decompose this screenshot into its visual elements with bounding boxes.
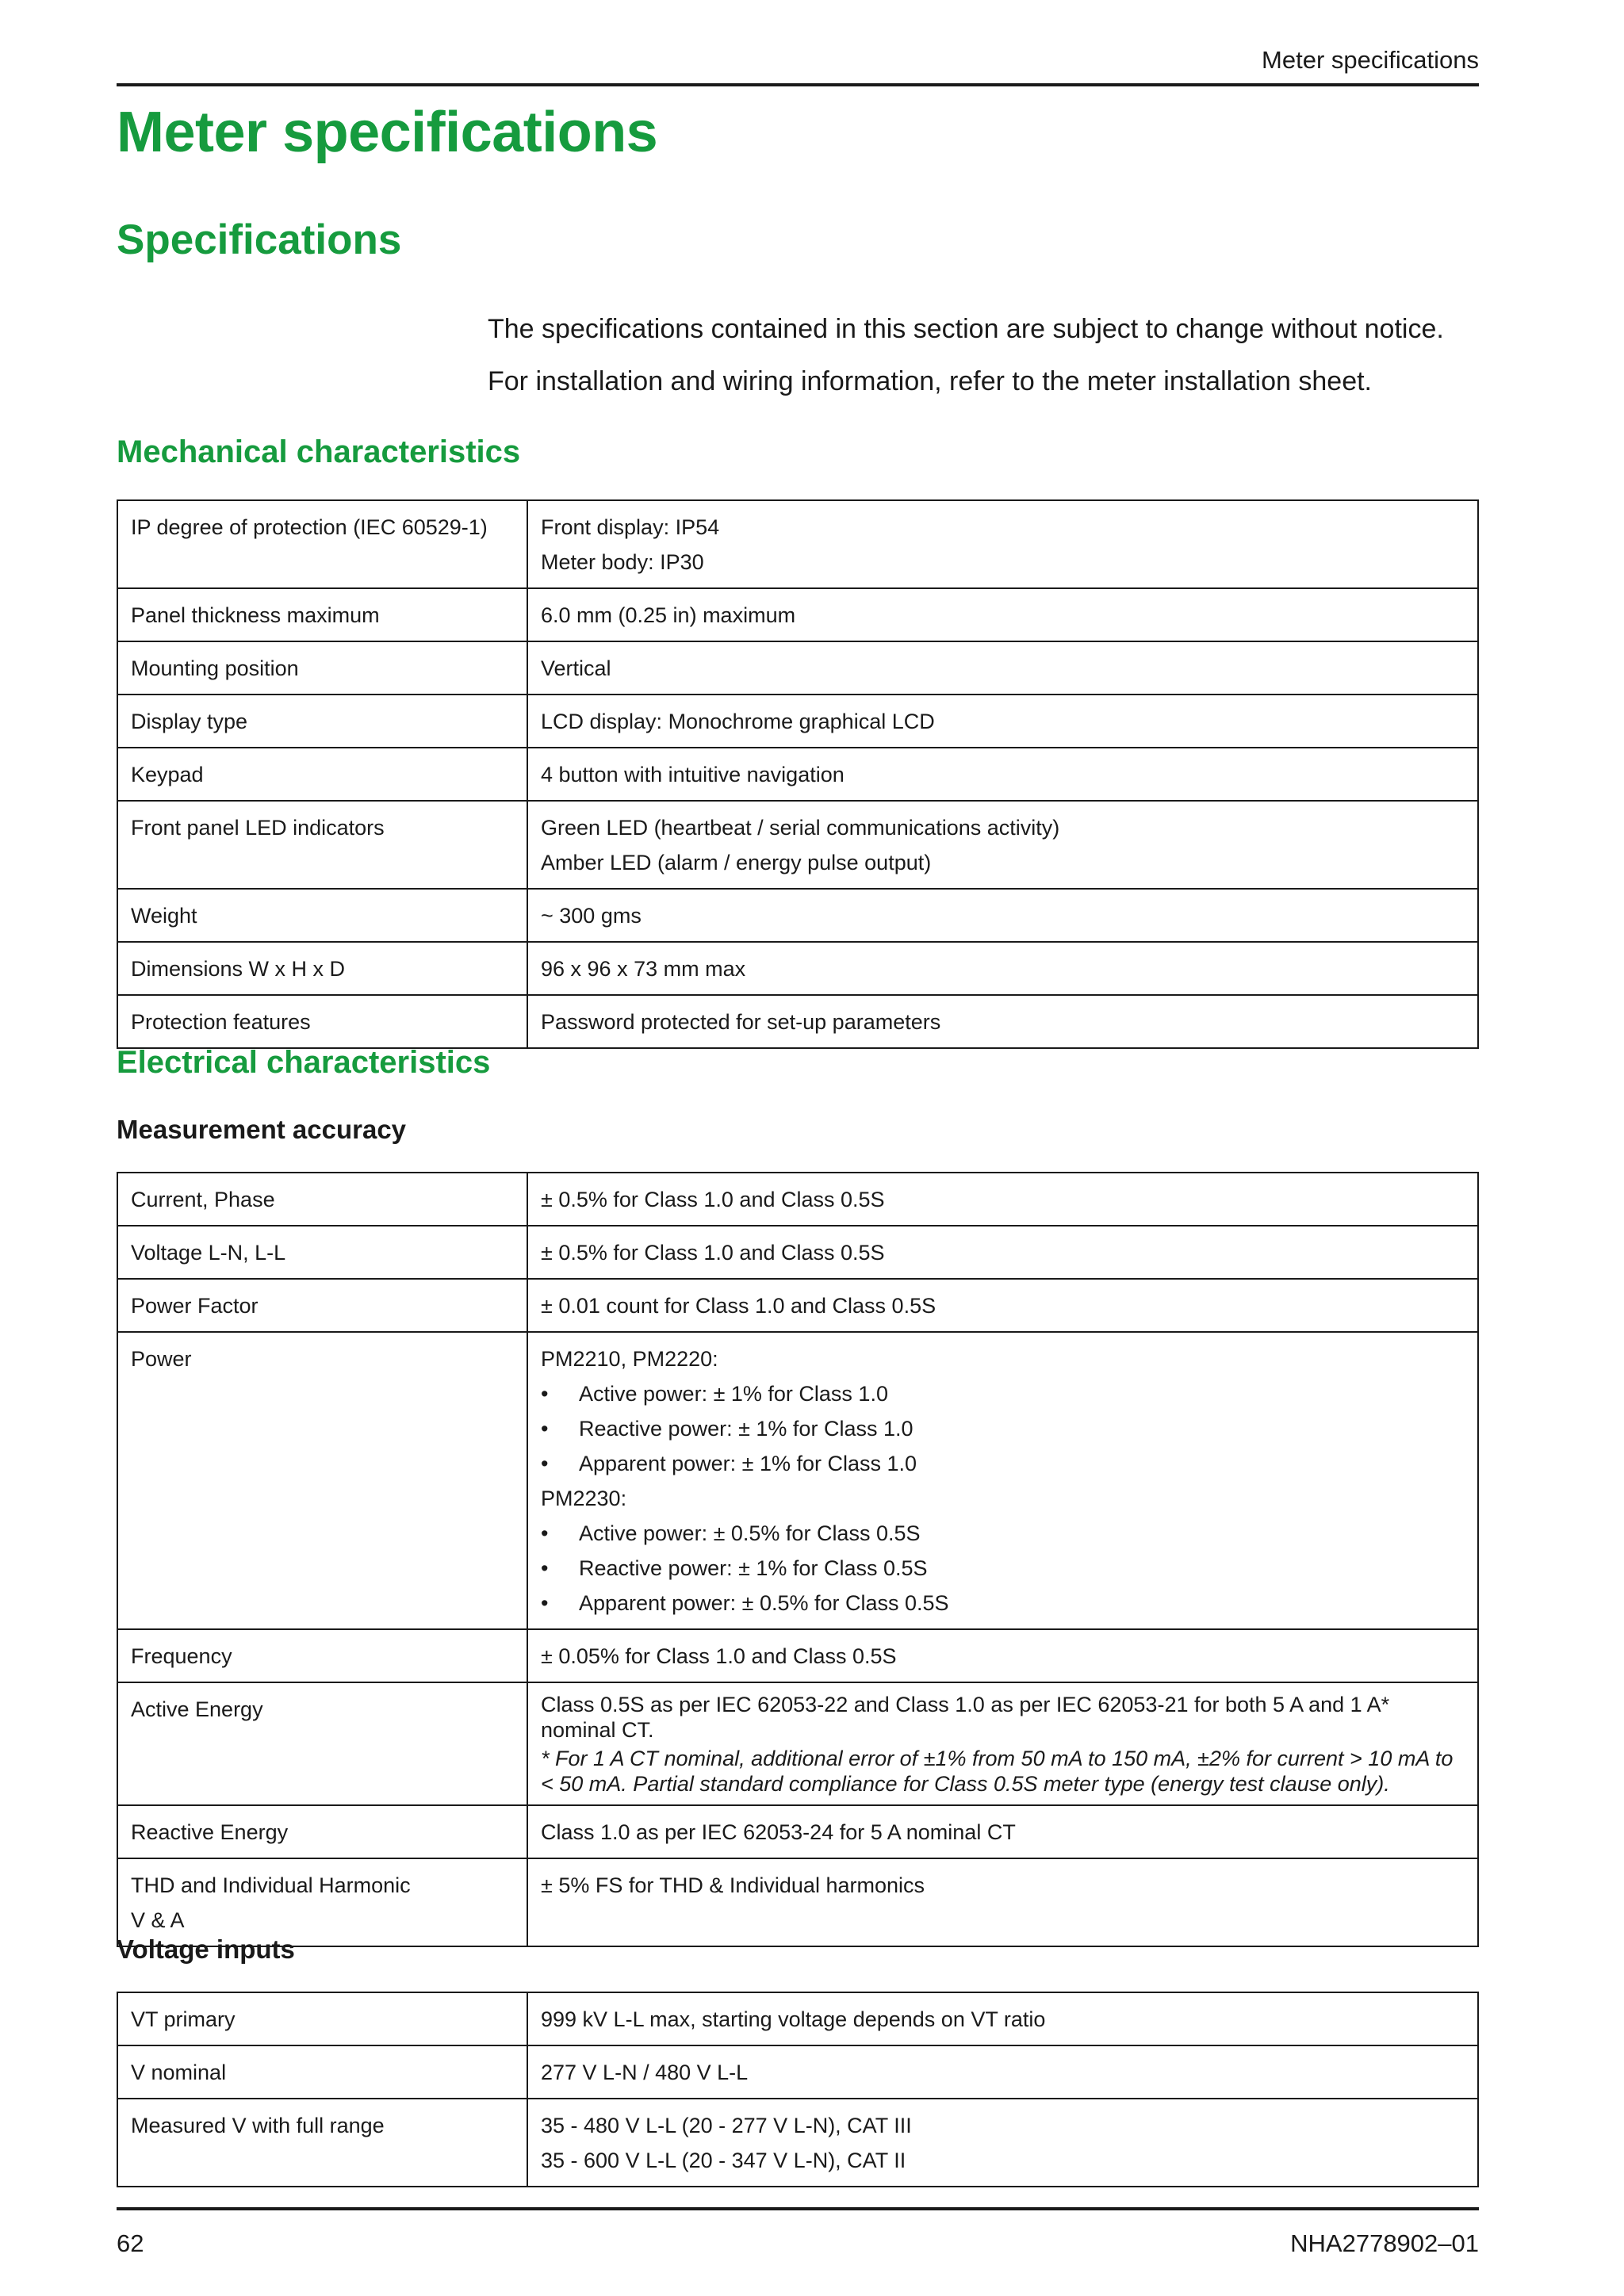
list-item: • Active power: ± 1% for Class 1.0 [541, 1376, 1465, 1411]
intro-line: The specifications contained in this section are subject to change without notice. [488, 314, 1444, 344]
spec-value-line: 4 button with intuitive navigation [541, 763, 845, 786]
spec-value-line: ~ 300 gms [541, 904, 642, 928]
spec-value-line: Vertical [541, 656, 611, 680]
intro-line: For installation and wiring information, refer to the meter installation sheet. [488, 366, 1372, 396]
table-row [117, 942, 1478, 995]
spec-value: ± 5% FS for THD & Individual harmonics [527, 1858, 1478, 1946]
list-item: • Active power: ± 0.5% for Class 0.5S [541, 1516, 1465, 1551]
spec-label: V nominal [117, 2045, 527, 2099]
active-energy-note: * For 1 A CT nominal, additional error of ±1% from 50 mA to 150 mA, ±2% for current > 10 mA to < 50 mA. Partial standard compliance for Class 0.5S meter type (energy test clause only). [541, 1747, 1454, 1796]
accuracy-heading: Measurement accuracy [117, 1115, 407, 1144]
table-row [117, 1173, 1478, 1226]
table-row [117, 500, 1478, 588]
spec-value [527, 2099, 1478, 2187]
spec-label: Protection features [117, 995, 527, 1048]
spec-value: 277 V L-N / 480 V L-L [527, 2045, 1478, 2099]
active-energy-text: Class 0.5S as per IEC 62053-22 and Class 1.0 as per IEC 62053-21 for both 5 A and 1 A* nominal CT. [541, 1693, 1390, 1742]
measured-v-line: 35 - 600 V L-L (20 - 347 V L-N), CAT II [541, 2149, 906, 2172]
spec-value: ± 0.01 count for Class 1.0 and Class 0.5S [527, 1279, 1478, 1332]
footer-rule [117, 2207, 1479, 2210]
power-group-label: PM2230: [541, 1487, 627, 1510]
spec-value: Class 1.0 as per IEC 62053-24 for 5 A nominal CT [527, 1805, 1478, 1858]
table-row [117, 1332, 1478, 1629]
spec-label: Frequency [117, 1629, 527, 1682]
spec-value [527, 748, 1478, 801]
spec-label: Power [117, 1332, 527, 1629]
spec-label: Power Factor [117, 1279, 527, 1332]
accuracy-table [117, 1172, 1479, 1947]
spec-value [527, 641, 1478, 695]
table-row [117, 995, 1478, 1048]
page-number: 62 [117, 2229, 144, 2257]
table-row [117, 2045, 1478, 2099]
document-id: NHA2778902–01 [1290, 2229, 1479, 2257]
spec-value-line: Front display: IP54 [541, 515, 720, 539]
spec-label: Reactive Energy [117, 1805, 527, 1858]
measured-v-line: 35 - 480 V L-L (20 - 277 V L-N), CAT III [541, 2114, 912, 2137]
table-row [117, 1805, 1478, 1858]
mechanical-table [117, 499, 1479, 1049]
list-item: • Reactive power: ± 1% for Class 0.5S [541, 1551, 1465, 1586]
spec-value [527, 1682, 1478, 1805]
spec-value [527, 995, 1478, 1048]
spec-value-line: Green LED (heartbeat / serial communications activity) [541, 816, 1060, 840]
table-row [117, 1226, 1478, 1279]
section-title: Specifications [117, 216, 402, 263]
table-row [117, 801, 1478, 889]
header-rule [117, 83, 1479, 86]
spec-label: Dimensions W x H x D [117, 942, 527, 995]
voltage-inputs-table [117, 1992, 1479, 2187]
spec-value [527, 695, 1478, 748]
spec-value-line: 6.0 mm (0.25 in) maximum [541, 603, 796, 627]
table-row [117, 641, 1478, 695]
spec-label: Current, Phase [117, 1173, 527, 1226]
electrical-heading: Electrical characteristics [117, 1045, 491, 1080]
spec-value: ± 0.05% for Class 1.0 and Class 0.5S [527, 1629, 1478, 1682]
spec-label: Voltage L-N, L-L [117, 1226, 527, 1279]
spec-label: Keypad [117, 748, 527, 801]
spec-value-line: Password protected for set-up parameters [541, 1010, 941, 1034]
table-row [117, 889, 1478, 942]
table-row [117, 1992, 1478, 2045]
table-row [117, 695, 1478, 748]
spec-value-line: Amber LED (alarm / energy pulse output) [541, 851, 932, 874]
spec-value: ± 0.5% for Class 1.0 and Class 0.5S [527, 1226, 1478, 1279]
thd-label-line: THD and Individual Harmonic [131, 1873, 411, 1897]
spec-label: Active Energy [117, 1682, 527, 1805]
table-row [117, 748, 1478, 801]
list-item: • Apparent power: ± 1% for Class 1.0 [541, 1446, 1465, 1481]
list-item: • Reactive power: ± 1% for Class 1.0 [541, 1411, 1465, 1446]
spec-label: Measured V with full range [117, 2099, 527, 2187]
spec-label: Display type [117, 695, 527, 748]
table-row [117, 1858, 1478, 1946]
spec-value [527, 942, 1478, 995]
voltage-inputs-heading: Voltage inputs [117, 1934, 295, 1964]
table-row [117, 588, 1478, 641]
spec-value-line: Meter body: IP30 [541, 550, 704, 574]
spec-value: 999 kV L-L max, starting voltage depends on VT ratio [527, 1992, 1478, 2045]
spec-label: Weight [117, 889, 527, 942]
table-row [117, 1682, 1478, 1805]
page-title: Meter specifications [117, 101, 658, 164]
spec-value: ± 0.5% for Class 1.0 and Class 0.5S [527, 1173, 1478, 1226]
spec-value [527, 1332, 1478, 1629]
table-row [117, 1279, 1478, 1332]
spec-label: Mounting position [117, 641, 527, 695]
running-header: Meter specifications [1262, 46, 1479, 74]
list-item: • Apparent power: ± 0.5% for Class 0.5S [541, 1586, 1465, 1621]
table-row [117, 2099, 1478, 2187]
mechanical-heading: Mechanical characteristics [117, 434, 521, 469]
spec-value [527, 801, 1478, 889]
spec-label: Front panel LED indicators [117, 801, 527, 889]
spec-label: IP degree of protection (IEC 60529-1) [117, 500, 527, 588]
spec-value-line: LCD display: Monochrome graphical LCD [541, 710, 935, 733]
power-group-label: PM2210, PM2220: [541, 1347, 718, 1371]
spec-value-line: 96 x 96 x 73 mm max [541, 957, 746, 981]
intro-text [488, 303, 1444, 408]
spec-label: Panel thickness maximum [117, 588, 527, 641]
spec-label [117, 1858, 527, 1946]
spec-label: VT primary [117, 1992, 527, 2045]
spec-value [527, 889, 1478, 942]
spec-value [527, 588, 1478, 641]
thd-label-line: V & A [131, 1908, 185, 1932]
table-row [117, 1629, 1478, 1682]
spec-value [527, 500, 1478, 588]
